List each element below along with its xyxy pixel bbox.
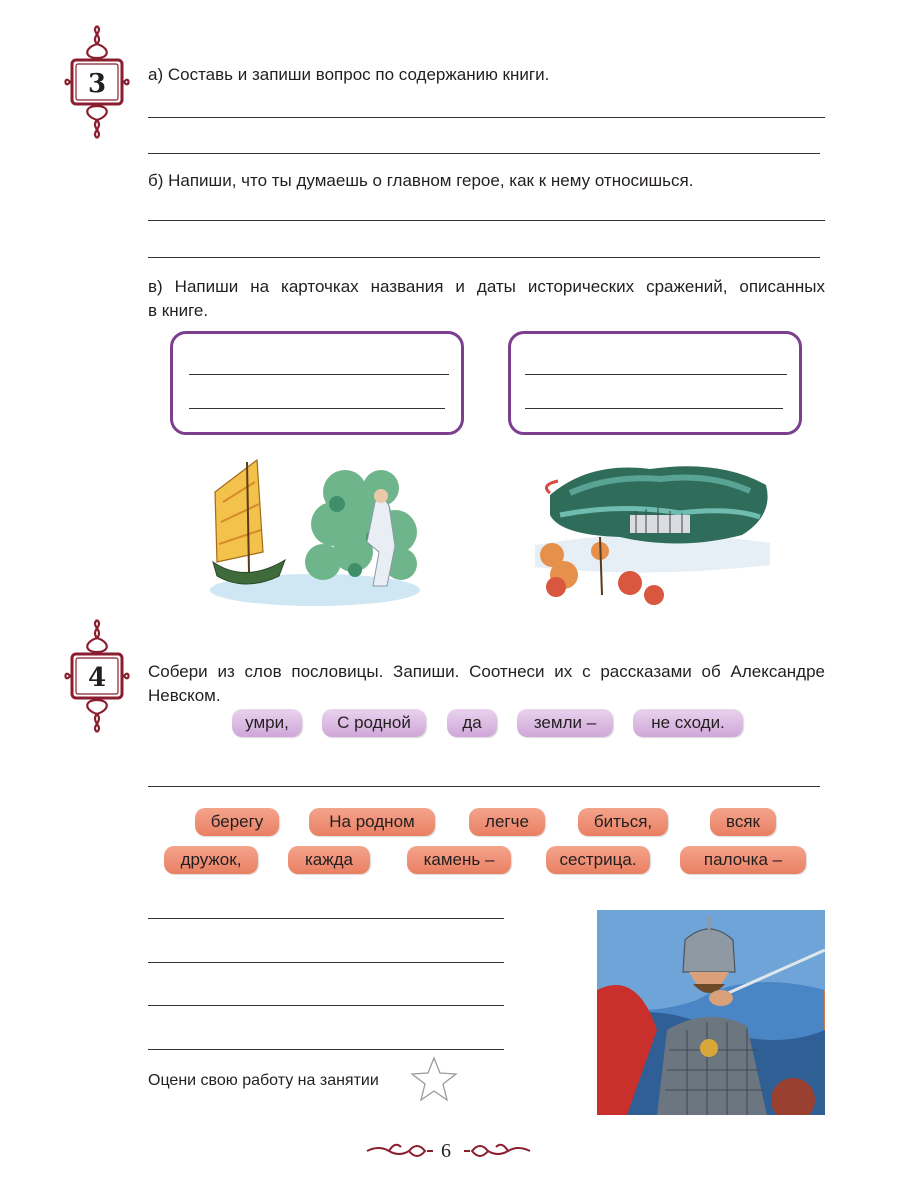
card-line[interactable] [189, 408, 445, 409]
answer-line[interactable] [148, 117, 825, 118]
answer-line[interactable] [148, 257, 820, 258]
word-chip[interactable]: умри, [232, 709, 302, 737]
word-chip[interactable]: всяк [710, 808, 776, 836]
answer-line[interactable] [148, 153, 820, 154]
word-chip[interactable]: да [447, 709, 497, 737]
word-chip[interactable]: легче [469, 808, 545, 836]
answer-line[interactable] [148, 1005, 504, 1006]
word-chip[interactable]: С родной [322, 709, 426, 737]
word-chip[interactable]: земли – [517, 709, 613, 737]
word-chip[interactable]: камень – [407, 846, 511, 874]
answer-line[interactable] [148, 786, 820, 787]
warrior-portrait [597, 910, 825, 1115]
footer-ornament-left [365, 1137, 435, 1165]
answer-line[interactable] [148, 1049, 504, 1050]
task-4-number: 4 [87, 663, 107, 693]
answer-line[interactable] [148, 918, 504, 919]
task-4-text-line1: Собери из слов пословицы. Запиши. Соотнеси их с рассказами об Александре [148, 662, 825, 681]
word-chip[interactable]: биться, [578, 808, 668, 836]
page-number: 6 [441, 1140, 451, 1162]
answer-line[interactable] [148, 220, 825, 221]
card-line[interactable] [189, 374, 449, 375]
task-3c-text-line1: в) Напиши на карточках названия и даты исторических сражений, описанных [148, 277, 825, 296]
word-chip[interactable]: палочка – [680, 846, 806, 874]
battle-card-left[interactable] [170, 331, 464, 435]
word-chip[interactable]: кажда [288, 846, 370, 874]
illustration-battle-landscape [530, 455, 775, 613]
word-chip[interactable]: На родном [309, 808, 435, 836]
card-line[interactable] [525, 374, 787, 375]
task-3-badge [62, 22, 132, 142]
battle-card-right[interactable] [508, 331, 802, 435]
card-line[interactable] [525, 408, 783, 409]
self-assessment-label: Оцени свою работу на занятии [148, 1072, 379, 1089]
footer-ornament-right [462, 1137, 532, 1165]
word-chip[interactable]: сестрица. [546, 846, 650, 874]
task-3b-text: б) Напиши, что ты думаешь о главном герое, как к нему относишься. [148, 171, 694, 190]
task-3c-text-line2: в книге. [148, 301, 209, 320]
task-4-badge [62, 616, 132, 736]
star-icon[interactable] [410, 1056, 458, 1102]
task-3a-text: а) Составь и запиши вопрос по содержанию книги. [148, 65, 550, 84]
task-4-text-line2: Невском. [148, 686, 221, 705]
answer-line[interactable] [148, 962, 504, 963]
word-chip[interactable]: дружок, [164, 846, 258, 874]
word-chip[interactable]: не сходи. [633, 709, 743, 737]
word-chip[interactable]: берегу [195, 808, 279, 836]
task-3-number: 3 [87, 69, 107, 99]
illustration-ship-warrior [205, 452, 425, 612]
